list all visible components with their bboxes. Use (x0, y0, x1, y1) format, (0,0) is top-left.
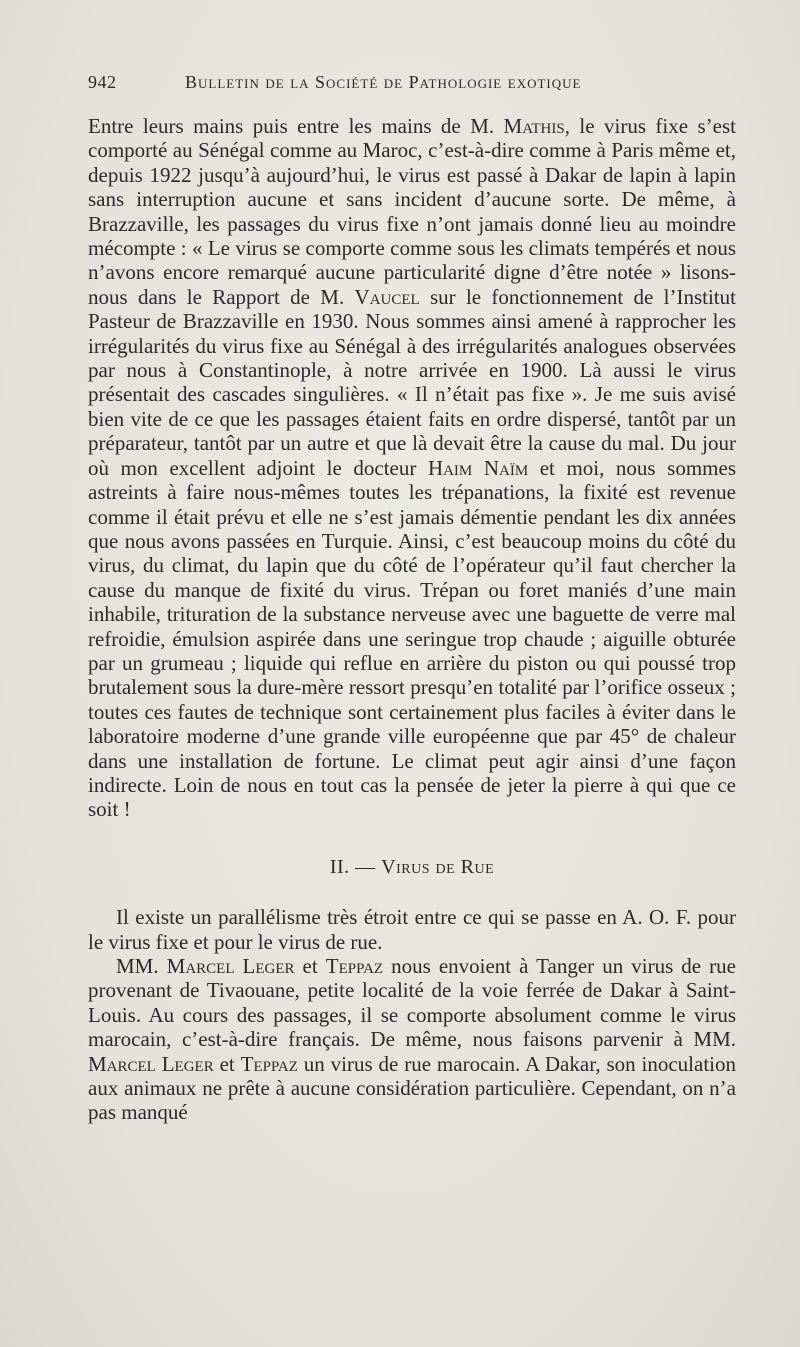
page-number: 942 (88, 72, 117, 92)
paragraph-3-part-5: un virus de rue marocain. A Dakar, son inoculation aux animaux ne prête à aucune considération particulière. Cependant, on n’a pas manqué (88, 1051, 737, 1125)
paragraph-3 (88, 954, 736, 1125)
author-name-haim-naim: Haim Naïm (427, 455, 529, 480)
paragraph-1-part-4: et moi, nous sommes astreints à faire nous-mêmes toutes les trépanations, la fixité est revenue comme il était prévu et elle ne s’est jamais démentie pendant les dix années que nous avons passées en Turquie. Ainsi, c’est beaucoup moins du côté du virus, du climat, du lapin que du côté de l’opérateur qu’il faut chercher la cause du manque de fixité du virus. Trépan ou foret maniés d’une main inhabile, trituration de la substance nerveuse avec une baguette de verre mal refroidie, émulsion aspirée dans une seringue trop chaude ; aiguille obturée par un grumeau ; liquide qui reflue en arrière du piston ou qui poussé trop brutalement sous la dure-mère ressort presqu’en totalité par l’orifice osseux ; toutes ces fautes de technique sont certainement plus faciles à éviter dans le laboratoire moderne d’une grande ville européenne que par 45° de chaleur dans une installation de fortune. Le climat peut agir ainsi d’une façon indirecte. Loin de nous en tout cas la pensée de jeter la pierre à qui que ce soit ! (88, 455, 736, 822)
paragraph-3-part-1: MM. (116, 954, 167, 978)
body-text (88, 114, 736, 1125)
running-header (88, 72, 738, 100)
paragraph-3-part-2: et (294, 954, 326, 978)
author-name-vaucel: Vaucel (354, 284, 420, 309)
paragraph-2: Il existe un parallélisme très étroit entre ce qui se passe en A. O. F. pour le virus fixe et pour le virus de rue. (88, 905, 736, 954)
author-name-marcel-leger: Marcel Leger (166, 954, 295, 978)
author-name-mathis: Mathis (503, 114, 565, 138)
paragraph-1 (88, 114, 736, 822)
author-name-teppaz: Teppaz (325, 954, 384, 978)
paragraph-1-part-1: Entre leurs mains puis entre les mains de M. (88, 114, 504, 138)
running-title: Bulletin de la Société de Pathologie exotique (185, 72, 582, 92)
author-name-marcel-leger-2: Marcel Leger (88, 1051, 214, 1076)
section-heading (88, 855, 736, 879)
paragraph-3-part-3: nous envoient à Tanger un virus de rue provenant de Tivaouane, petite localité de la voie ferrée de Dakar à Saint-Louis. Au cours des passages, il se comporte absolument comme le virus marocain, c’est-à-dire français. De même, nous faisons parvenir à MM. (88, 954, 736, 1052)
section-number: II. — (329, 855, 382, 878)
paragraph-1-part-3: sur le fonctionnement de l’Institut Pasteur de Brazzaville en 1930. Nous sommes ainsi amené à rapprocher les irrégularités du virus fixe au Sénégal à des irrégularités analogues observées par nous à Constantinople, à notre arrivée en 1900. Là aussi le virus présentait des cascades singulières. « Il n’était pas fixe ». Je me suis avisé bien vite de ce que les passages étaient faits en ordre dispersé, tantôt par un préparateur, tantôt par un autre et que là devait être la cause du mal. Du jour où mon excellent adjoint le docteur (88, 284, 736, 480)
section-title: Virus de Rue (381, 855, 495, 878)
paragraph-3-part-4: et (213, 1051, 241, 1076)
paragraph-1-part-2: , le virus fixe s’est comporté au Sénégal comme au Maroc, c’est-à-dire comme à Paris même et, depuis 1922 jusqu’à aujourd’hui, le virus est passé à Dakar de lapin à lapin sans interruption aucune et sans incident d’aucune sorte. De même, à Brazzaville, les passages du virus fixe n’ont jamais donné lieu au moindre mécompte : « Le virus se comporte comme sous les climats tempérés et nous n’avons encore remarqué aucune particularité digne d’être notée » lisons-nous dans le Rapport de M. (88, 114, 737, 309)
author-name-teppaz-2: Teppaz (240, 1051, 298, 1076)
